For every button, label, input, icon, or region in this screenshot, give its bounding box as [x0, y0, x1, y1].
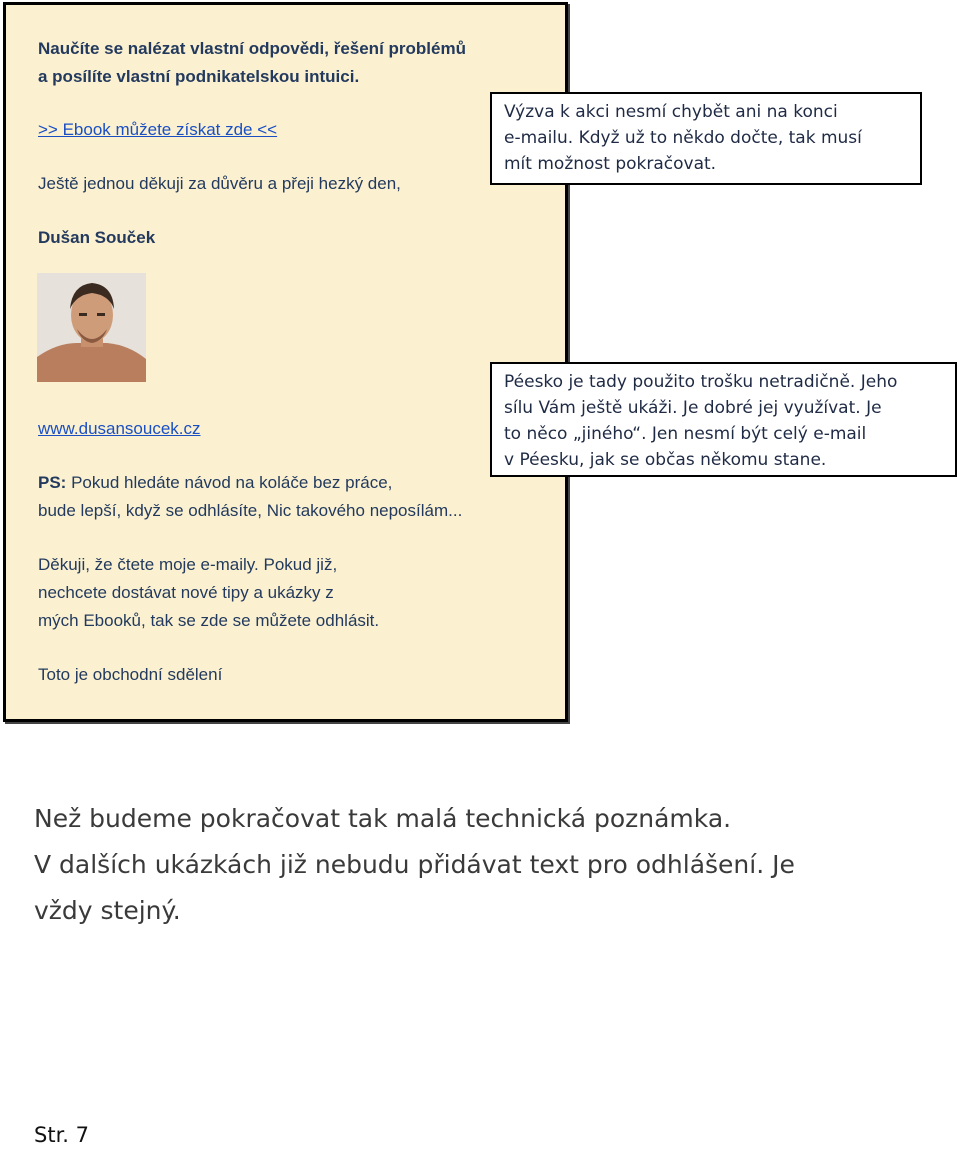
signature-name: Dušan Souček — [38, 228, 156, 247]
callout-line: Výzva k akci nesmí chybět ani na konci — [504, 102, 838, 122]
callout-line: e-mailu. Když už to někdo dočte, tak musí — [504, 128, 862, 148]
website-link[interactable]: www.dusansoucek.cz — [38, 419, 201, 438]
intro-line-1: Naučíte se nalézat vlastní odpovědi, řešení problémů — [38, 39, 466, 58]
ps-line-1 — [38, 469, 392, 497]
cta-callout — [490, 92, 922, 185]
technical-note-line-3: vždy stejný. — [34, 896, 181, 925]
thanks-text: Ještě jednou děkuji za důvěru a přeji hezký den, — [38, 174, 401, 193]
ps-line-2: bude lepší, když se odhlásíte, Nic takového neposílám... — [38, 501, 463, 520]
unsubscribe-line-2: nechcete dostávat nové tipy a ukázky z — [38, 583, 334, 602]
callout-line: sílu Vám ještě ukáži. Je dobré jej využívat. Je — [504, 398, 882, 418]
author-photo — [37, 273, 146, 382]
ps-label: PS: — [38, 473, 67, 492]
intro-line-2: a posílíte vlastní podnikatelskou intuici. — [38, 67, 360, 86]
callout-line: v Péesku, jak se občas někomu stane. — [504, 450, 827, 470]
page-number: Str. 7 — [34, 1123, 89, 1147]
email-preview — [3, 2, 568, 722]
unsubscribe-line-3: mých Ebooků, tak se zde se můžete odhlásit. — [38, 611, 380, 630]
callout-line: to něco „jiného“. Jen nesmí být celý e-mail — [504, 424, 867, 444]
ps-callout — [490, 362, 957, 477]
commercial-notice: Toto je obchodní sdělení — [38, 665, 223, 684]
callout-line: mít možnost pokračovat. — [504, 154, 717, 174]
technical-note-line-1: Než budeme pokračovat tak malá technická poznámka. — [34, 804, 732, 833]
ebook-cta-link[interactable]: >> Ebook můžete získat zde << — [38, 120, 278, 139]
ps-text: Pokud hledáte návod na koláče bez práce, — [66, 473, 393, 492]
callout-line: Péesko je tady použito trošku netradičně. Jeho — [504, 372, 898, 392]
unsubscribe-line-1: Děkuji, že čtete moje e-maily. Pokud již, — [38, 555, 338, 574]
technical-note-line-2: V dalších ukázkách již nebudu přidávat text pro odhlášení. Je — [34, 850, 795, 879]
